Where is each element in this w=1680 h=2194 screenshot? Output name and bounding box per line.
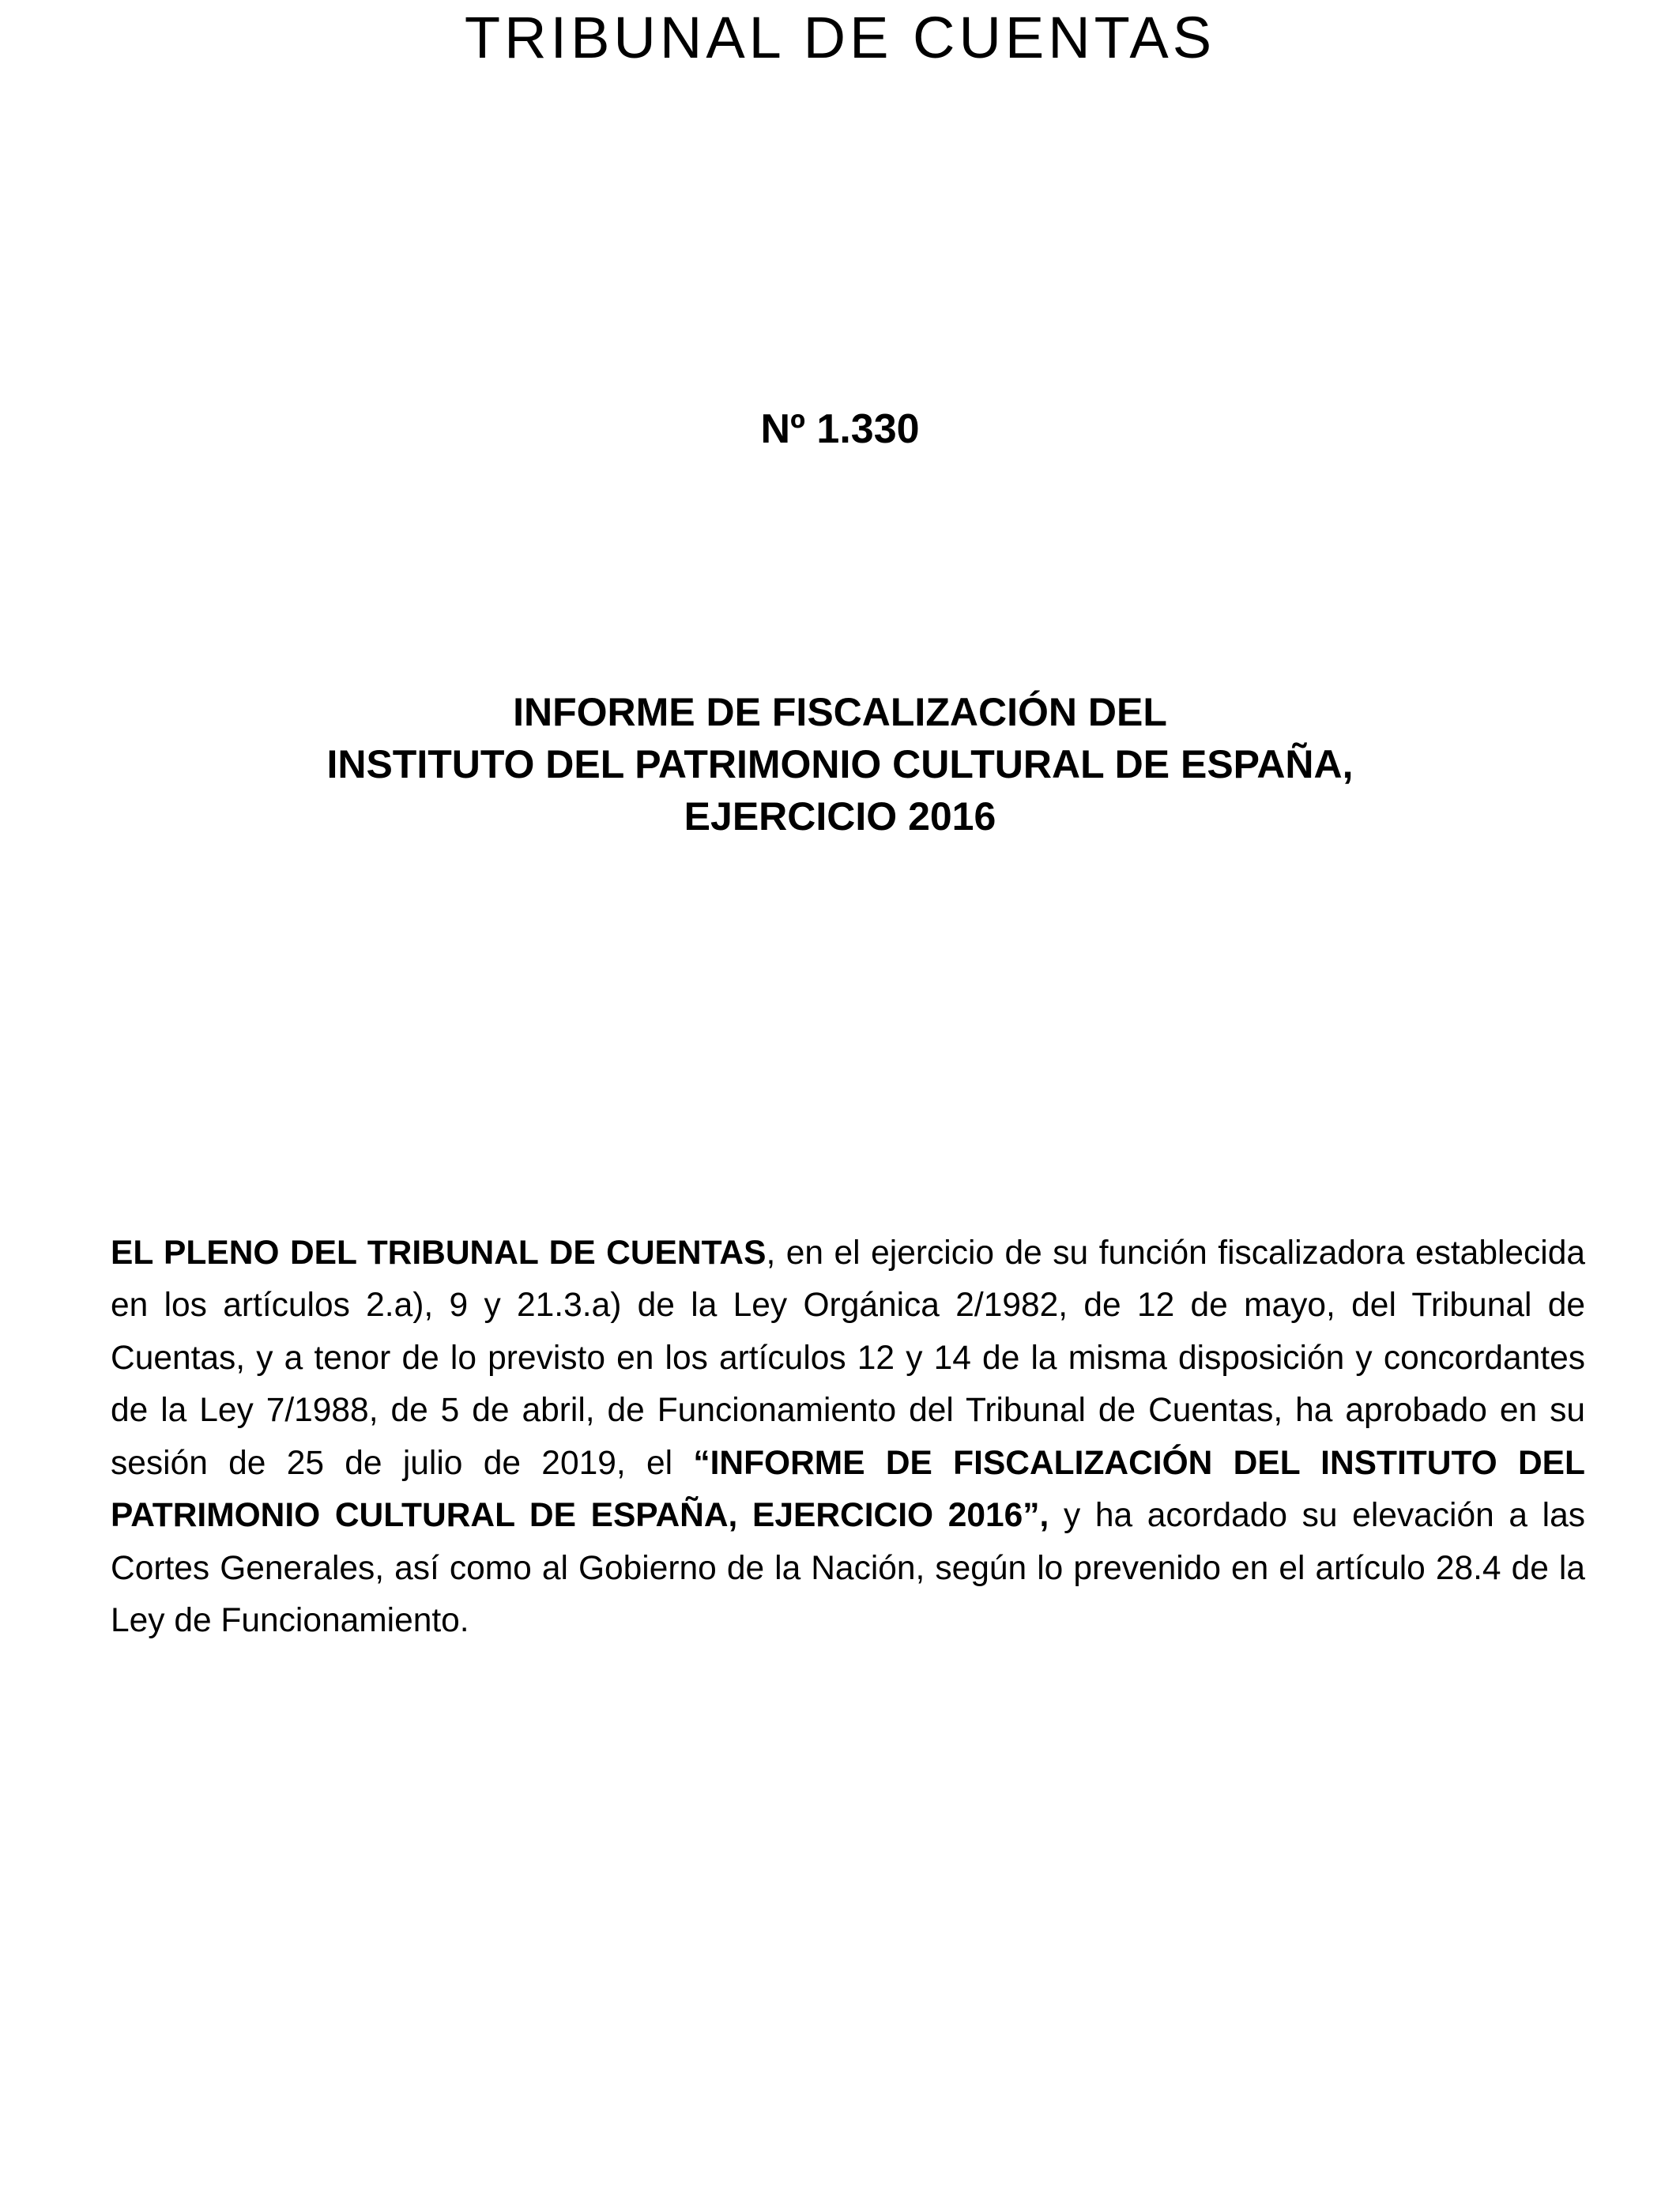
institution-header: TRIBUNAL DE CUENTAS <box>464 5 1216 70</box>
resolution-paragraph <box>111 1227 1585 1648</box>
report-name-reference: “INFORME DE FISCALIZACIÓN DEL INSTITUTO DEL PATRIMONIO CULTURAL DE ESPAÑA, EJERCICIO 2016”, <box>111 1444 1585 1534</box>
report-title-line: INFORME DE FISCALIZACIÓN DEL <box>513 690 1167 734</box>
paragraph-text: , en el ejercicio de su función fiscalizadora establecida en los artículos 2.a), 9 y 21.3.a) de la Ley Orgánica 2/1982, de 12 de mayo, del Tribunal de Cuentas, y a tenor de lo previsto en los artículos 12 y 14 de la misma disposición y concordantes de la Ley 7/1988, de 5 de abril, de Funcionamiento del Tribunal de Cuentas, ha aprobado en su sesión de 25 de julio de 2019, el <box>111 1234 1585 1482</box>
plenary-lead: EL PLENO DEL TRIBUNAL DE CUENTAS <box>111 1234 767 1272</box>
paragraph-text-end: y ha acordado su elevación a las Cortes Generales, así como al Gobierno de la Nación, según lo prevenido en el artículo 28.4 de la Ley de Funcionamiento. <box>111 1497 1585 1639</box>
report-title-line: EJERCICIO 2016 <box>684 794 996 839</box>
report-title-line: INSTITUTO DEL PATRIMONIO CULTURAL DE ESPAÑA, <box>326 742 1354 786</box>
report-title <box>0 686 1680 843</box>
report-number: Nº 1.330 <box>760 406 920 452</box>
